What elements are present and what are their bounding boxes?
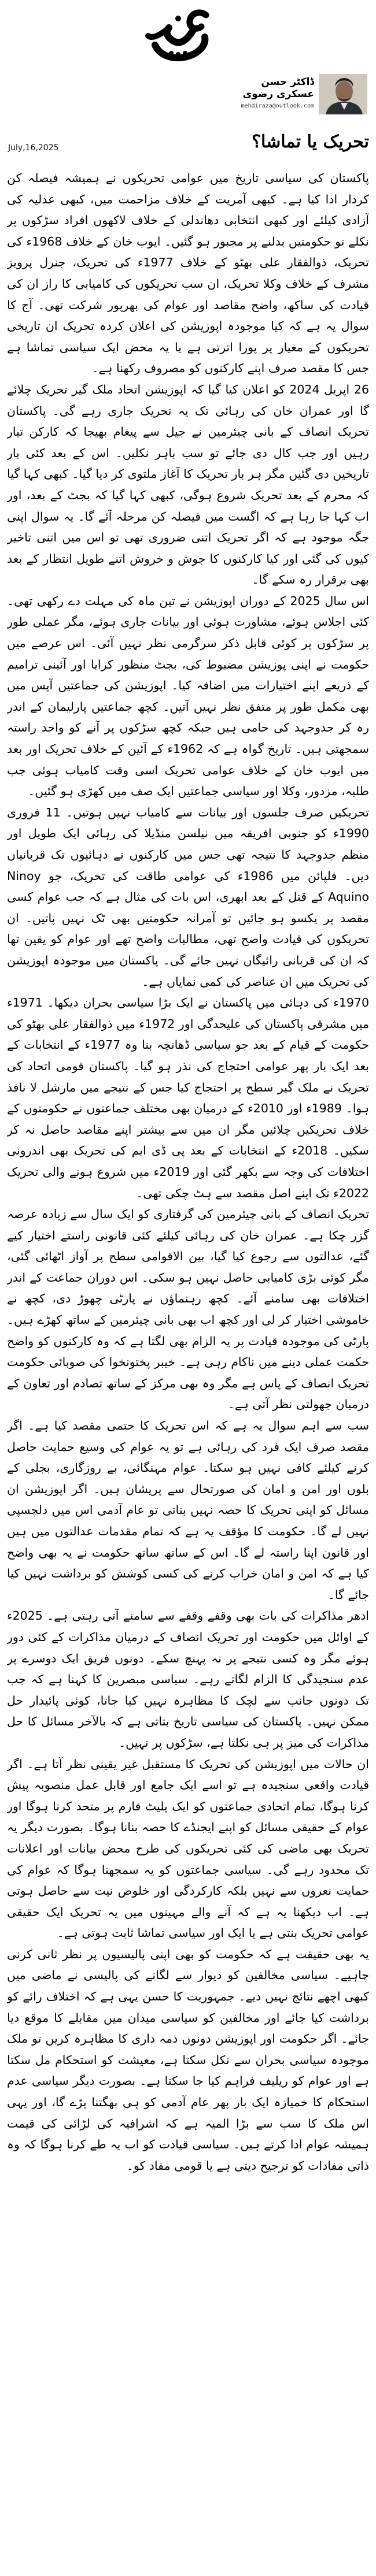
columnist-name: ڈاکٹر حسن عسکری رضوی bbox=[242, 76, 314, 100]
masthead bbox=[0, 0, 376, 153]
article-body bbox=[7, 168, 369, 2566]
column-title: تحریک یا تماشا؟ bbox=[252, 132, 369, 152]
columnist-photo bbox=[319, 74, 367, 114]
avatar-icon bbox=[319, 74, 367, 114]
article-paragraph: 26 اپریل 2024 کو اعلان کیا گیا کہ اپوزیشن اتحاد ملک گیر تحریک چلائے گا اور عمران خان کی رہائی تک یہ تحریک جاری رہے گی۔ پاکستان تحریک انصاف کے بانی چیئرمین نے جیل سے پیغام بھیجا کہ کارکن تیار رہیں اور جب کال دی جائے تو سب باہر نکلیں۔ اس کے بعد کئی بار تاریخیں دی گئیں مگر ہر بار تحریک کا آغاز ملتوی کر دیا گیا۔ کبھی کہا گیا کہ محرم کے بعد تحریک شروع ہوگی، کبھی کہا گیا کہ بجٹ کے بعد، اور اب کہا جا رہا ہے کہ اگست میں فیصلہ کن مرحلہ آئے گا۔ یہ سوال اپنی جگہ موجود ہے کہ اگر تحریک اتنی ضروری تھی تو اس میں اتنی تاخیر کیوں کی گئی اور کیا کارکنوں کا جوش و خروش اتنے طویل انتظار کے بعد بھی برقرار رہ سکے گا۔ bbox=[7, 382, 369, 587]
article-paragraph: 1970ء کی دہائی میں پاکستان نے ایک بڑا سیاسی بحران دیکھا۔ 1971ء میں مشرقی پاکستان کی علیحدگی اور 1972ء میں ذوالفقار علی بھٹو کی حکومت کے قیام کے بعد جو سیاسی ڈھانچہ بنا وہ 1977ء کے انتخابات کے بعد ایک بار پھر عوامی احتجاج کی نذر ہو گیا۔ پاکستان قومی اتحاد کی تحریک نے ملک گیر سطح پر احتجاج کیا جس کے نتیجے میں مارشل لا نافذ ہوا۔ 1989ء اور 2010ء کے درمیان بھی مختلف جماعتوں نے حکومتوں کے خلاف تحریکیں چلائیں مگر ان میں سے بیشتر اپنے مقاصد حاصل نہ کر سکیں۔ 2018ء کے انتخابات کے بعد پی ڈی ایم کی تحریک بھی اندرونی اختلافات کی وجہ سے بکھر گئی اور 2019ء میں شروع ہونے والی تحریک 2022ء تک اپنے اصل مقصد سے ہٹ چکی تھی۔ bbox=[7, 996, 369, 1200]
column-heading bbox=[0, 128, 376, 157]
article-paragraph: سب سے اہم سوال یہ ہے کہ اس تحریک کا حتمی مقصد کیا ہے۔ اگر مقصد صرف ایک فرد کی رہائی ہے تو یہ عوام کی وسیع حمایت حاصل کرنے کیلئے کافی نہیں ہو سکتا۔ عوام مہنگائی، بے روزگاری، بجلی کے بلوں اور امن و امان کی صورتحال سے پریشان ہیں۔ اگر اپوزیشن ان مسائل کو اپنی تحریک کا حصہ نہیں بناتی تو عام آدمی اس میں دلچسپی نہیں لے گا۔ حکومت کا مؤقف یہ ہے کہ تمام مقدمات عدالتوں میں ہیں اور قانون اپنا راستہ لے گا۔ اس کے ساتھ ساتھ حکومت نے یہ بھی واضح کیا ہے کہ امن و امان خراب کرنے کی کسی کوشش کو برداشت نہیں کیا جائے گا۔ bbox=[7, 1419, 369, 1602]
article-paragraph: پاکستان کی سیاسی تاریخ میں عوامی تحریکوں نے ہمیشہ فیصلہ کن کردار ادا کیا ہے۔ کبھی آمریت کے خلاف مزاحمت میں، کبھی عدلیہ کی آزادی کیلئے اور کبھی انتخابی دھاندلی کے خلاف لاکھوں افراد سڑکوں پر نکلے تو حکومتیں بدلنے پر مجبور ہو گئیں۔ ایوب خان کے خلاف 1968ء کی تحریک، ذوالفقار علی بھٹو کے خلاف 1977ء کی تحریک، جنرل پرویز مشرف کے خلاف وکلا تحریک، ان سب تحریکوں کی کامیابی کا راز ان کی قیادت کی ساکھ، واضح مقاصد اور عوام کی بھرپور شرکت تھی۔ آج کا سوال یہ ہے کہ کیا موجودہ اپوزیشن کی اعلان کردہ تحریک ان تاریخی تحریکوں کے معیار پر پورا اترتی ہے یا یہ محض ایک سیاسی تماشا ہے جس کا مقصد صرف اپنے کارکنوں کو مصروف رکھنا ہے۔ bbox=[7, 171, 369, 376]
article-paragraph: اس سال 2025 کے دوران اپوزیشن نے تین ماہ کی مہلت دے رکھی تھی۔ کئی اجلاس ہوئے، مشاورت ہوئی اور بیانات جاری ہوئے، مگر عملی طور پر سڑکوں پر کوئی قابل ذکر سرگرمی نظر نہیں آئی۔ اس عرصے میں حکومت نے اپنی پوزیشن مضبوط کی، بجٹ منظور کرایا اور آئینی ترامیم کے ذریعے اپنے اختیارات میں اضافہ کیا۔ اپوزیشن کی جماعتیں آپس میں بھی مکمل طور پر متفق نظر نہیں آتیں۔ کچھ جماعتیں پارلیمان کے اندر رہ کر جدوجہد کی حامی ہیں جبکہ کچھ سڑکوں پر آنے کو واحد راستہ سمجھتی ہیں۔ تاریخ گواہ ہے کہ 1962ء کے آئین کے خلاف تحریک اور بعد میں ایوب خان کے خلاف عوامی تحریک اسی وقت کامیاب ہوئی جب طلبہ، مزدور، وکلا اور سیاسی جماعتیں ایک صف میں کھڑی ہو گئیں۔ bbox=[7, 593, 369, 799]
columnist-byline bbox=[165, 74, 367, 114]
dunya-logo-icon bbox=[138, 5, 219, 68]
article-paragraph: تحریکیں صرف جلسوں اور بیانات سے کامیاب نہیں ہوتیں۔ 11 فروری 1990ء کو جنوبی افریقہ میں نیلسن منڈیلا کی رہائی ایک طویل اور منظم جدوجہد کا نتیجہ تھی جس میں کارکنوں نے دہائیوں تک قربانیاں دیں۔ فلپائن میں 1986ء کی عوامی طاقت کی تحریک، جو Ninoy Aquino کے قتل کے بعد ابھری، اس بات کی مثال ہے کہ جب عوام کسی مقصد پر یکسو ہو جائیں تو آمرانہ حکومتیں بھی ٹک نہیں پاتیں۔ ان تحریکوں کی قیادت واضح تھی، مطالبات واضح تھے اور عوام کو یقین تھا کہ ان کی قربانی رائیگاں نہیں جائے گی۔ پاکستان میں موجودہ اپوزیشن کی تحریک میں ان عناصر کی کمی نمایاں ہے۔ bbox=[7, 805, 369, 989]
article-paragraph: یہ بھی حقیقت ہے کہ حکومت کو بھی اپنی پالیسیوں پر نظر ثانی کرنی چاہیے۔ سیاسی مخالفین کو دیوار سے لگانے کی پالیسی نے ماضی میں کبھی اچھے نتائج نہیں دیے۔ جمہوریت کا حسن یہی ہے کہ اختلاف رائے کو برداشت کیا جائے اور مخالفین کو سیاسی میدان میں مقابلے کا موقع دیا جائے۔ اگر حکومت اور اپوزیشن دونوں ذمہ داری کا مظاہرہ کریں تو ملک موجودہ سیاسی بحران سے نکل سکتا ہے، معیشت کو استحکام مل سکتا ہے اور عوام کو ریلیف فراہم کیا جا سکتا ہے۔ بصورت دیگر سیاسی عدم استحکام کا خمیازہ ایک بار پھر عام آدمی کو ہی بھگتنا پڑے گا، اور یہی اس ملک کا سب سے بڑا المیہ ہے کہ اشرافیہ کی لڑائی کی قیمت ہمیشہ عوام ادا کرتے ہیں۔ سیاسی قیادت کو اب یہ طے کرنا ہوگا کہ وہ ذاتی مفادات کو ترجیح دیتی ہے یا قومی مفاد کو۔ bbox=[7, 1947, 369, 2173]
newspaper-logo bbox=[138, 5, 219, 68]
article-paragraph: ادھر مذاکرات کی بات بھی وقفے وقفے سے سامنے آتی رہتی ہے۔ 2025ء کے اوائل میں حکومت اور تحریک انصاف کے درمیان مذاکرات کے کئی دور ہوئے مگر وہ کسی نتیجے پر نہ پہنچ سکے۔ دونوں فریق ایک دوسرے پر عدم سنجیدگی کا الزام لگاتے رہے۔ سیاسی مبصرین کا کہنا ہے کہ جب تک دونوں جانب سے لچک کا مظاہرہ نہیں کیا جاتا، کوئی پائیدار حل ممکن نہیں۔ پاکستان کی سیاسی تاریخ بتاتی ہے کہ بالآخر مسائل کا حل مذاکرات کی میز پر ہی نکلتا ہے، سڑکوں پر نہیں۔ bbox=[7, 1609, 369, 1750]
article-paragraph: ان حالات میں اپوزیشن کی تحریک کا مستقبل غیر یقینی نظر آتا ہے۔ اگر قیادت واقعی سنجیدہ ہے تو اسے ایک جامع اور قابل عمل منصوبہ پیش کرنا ہوگا، تمام اتحادی جماعتوں کو ایک پلیٹ فارم پر متحد کرنا ہوگا اور عوام کے حقیقی مسائل کو اپنے ایجنڈے کا حصہ بنانا ہوگا۔ بصورت دیگر یہ تحریک بھی ماضی کی کئی تحریکوں کی طرح محض بیانات اور اعلانات تک محدود رہے گی۔ سیاسی جماعتوں کو یہ سمجھنا ہوگا کہ عوام کی حمایت نعروں سے نہیں بلکہ کارکردگی اور خلوص نیت سے حاصل ہوتی ہے۔ اب دیکھنا یہ ہے کہ آنے والے مہینوں میں یہ تحریک ایک حقیقی عوامی تحریک بنتی ہے یا ایک اور سیاسی تماشا ثابت ہوتی ہے۔ bbox=[7, 1757, 369, 1940]
article-paragraph: تحریک انصاف کے بانی چیئرمین کی گرفتاری کو ایک سال سے زیادہ عرصہ گزر چکا ہے۔ عمران خان کی رہائی کیلئے کئی قانونی راستے اختیار کیے گئے، عدالتوں سے رجوع کیا گیا، بین الاقوامی سطح پر آواز اٹھائی گئی، مگر کوئی بڑی کامیابی حاصل نہیں ہو سکی۔ اس دوران جماعت کے اندر اختلافات بھی سامنے آئے۔ کچھ رہنماؤں نے پارٹی چھوڑ دی، کچھ نے خاموشی اختیار کر لی اور کچھ اب بھی بانی چیئرمین کے ساتھ کھڑے ہیں۔ پارٹی کی موجودہ قیادت پر یہ الزام بھی لگتا ہے کہ وہ کارکنوں کو واضح حکمت عملی دینے میں ناکام رہی ہے۔ خیبر پختونخوا کی صوبائی حکومت تحریک انصاف کے پاس ہے مگر وہ بھی مرکز کے ساتھ تصادم اور تعاون کے درمیان جھولتی نظر آتی ہے۔ bbox=[7, 1207, 369, 1412]
publish-date: July,16,2025 bbox=[8, 143, 59, 153]
columnist-email: mehdiraza@outlook.com bbox=[241, 103, 314, 109]
